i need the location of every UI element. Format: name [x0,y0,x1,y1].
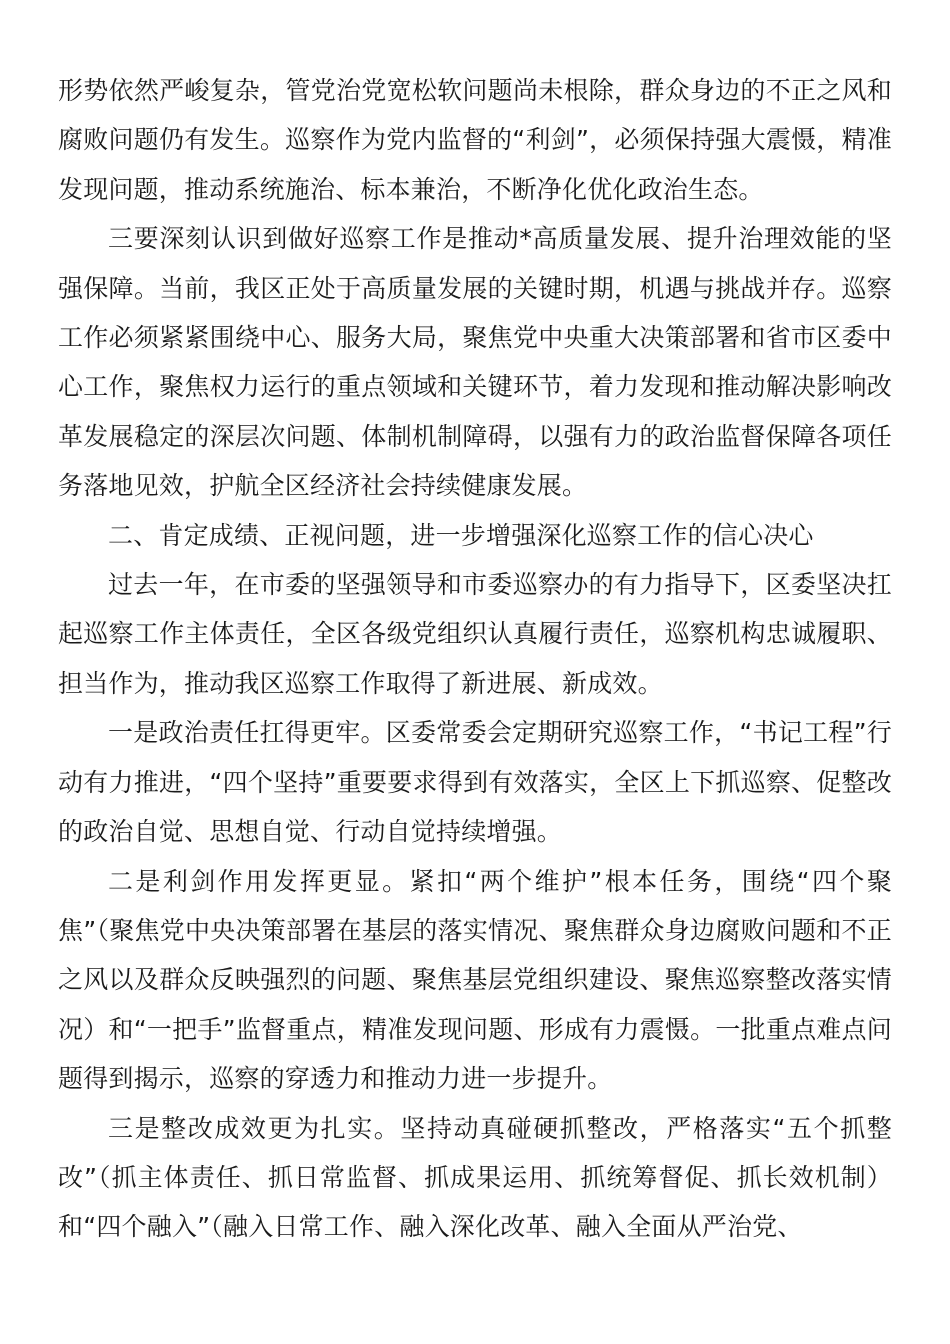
paragraph-achievement-two: 二是利剑作用发挥更显。紧扣“两个维护”根本任务，围绕“四个聚焦”（聚焦党中央决策部署在基层的落实情况、聚焦群众身边腐败问题和不正之风以及群众反映强烈的问题、聚焦基层党组织建设、聚焦巡察整改落实情况）和“一把手”监督重点，精准发现问题、形成有力震慑。一批重点难点问题得到揭示，巡察的穿透力和推动力进一步提升。 [58,866,892,1094]
paragraph-past-year: 过去一年，在市委的坚强领导和市委巡察办的有力指导下，区委坚决扛起巡察工作主体责任，全区各级党组织认真履行责任，巡察机构忠诚履职、担当作为，推动我区巡察工作取得了新进展、新成效。 [58,570,892,698]
section-heading-two: 二、肯定成绩、正视问题，进一步增强深化巡察工作的信心决心 [108,520,814,550]
paragraph-achievement-three: 三是整改成效更为扎实。坚持动真碰硬抓整改，严格落实“五个抓整改”（抓主体责任、抓日常监督、抓成果运用、抓统筹督促、抓长效机制）和“四个融入”（融入日常工作、融入深化改革、融入全面从严治党、 [58,1113,892,1242]
paragraph-achievement-one: 一是政治责任扛得更牢。区委常委会定期研究巡察工作，“书记工程”行动有力推进，“四个坚持”重要要求得到有效落实，全区上下抓巡察、促整改的政治自觉、思想自觉、行动自觉持续增强。 [58,718,892,847]
document-body [58,66,892,1252]
paragraph-point-three: 三要深刻认识到做好巡察工作是推动*高质量发展、提升治理效能的坚强保障。当前，我区正处于高质量发展的关键时期，机遇与挑战并存。巡察工作必须紧紧围绕中心、服务大局，聚焦党中央重大决策部署和省市区委中心工作，聚焦权力运行的重点领域和关键环节，着力发现和推动解决影响改革发展稳定的深层次问题、体制机制障碍，以强有力的政治监督保障各项任务落地见效，护航全区经济社会持续健康发展。 [58,224,892,501]
paragraph-continuation: 形势依然严峻复杂，管党治党宽松软问题尚未根除，群众身边的不正之风和腐败问题仍有发生。巡察作为党内监督的“利剑”，必须保持强大震慑，精准发现问题，推动系统施治、标本兼治，不断净化优化政治生态。 [58,76,892,204]
